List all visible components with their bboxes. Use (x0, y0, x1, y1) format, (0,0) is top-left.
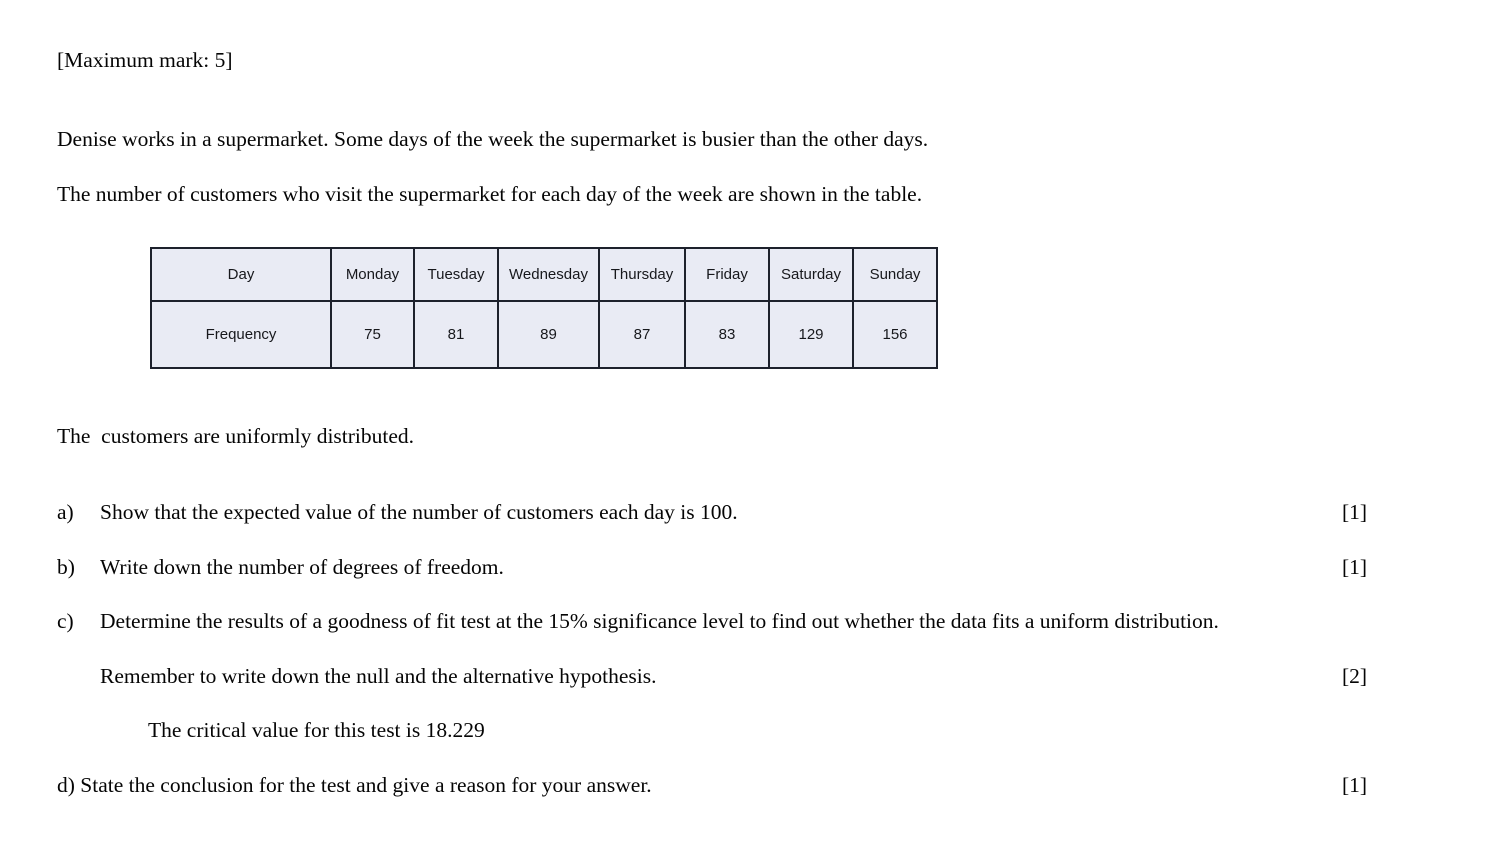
table-row-frequency (151, 301, 937, 368)
question-c-text: Determine the results of a goodness of fit test at the 15% significance level to find out whether the data fits a uniform distribution. (100, 609, 1219, 633)
question-c-continuation: Remember to write down the null and the alternative hypothesis. (100, 664, 657, 688)
question-d-text: State the conclusion for the test and give a reason for your answer. (80, 773, 652, 797)
question-b-label: b) (57, 555, 75, 579)
question-a (57, 499, 738, 525)
frequency-cell-tuesday: 81 (414, 301, 498, 368)
intro-paragraph-1: Denise works in a supermarket. Some days of the week the supermarket is busier than the other days. (57, 127, 929, 151)
uniform-distribution-note: The customers are uniformly distributed. (57, 424, 415, 448)
question-c-label: c) (57, 609, 74, 633)
day-cell-thursday: Thursday (599, 248, 685, 301)
table-row-day (151, 248, 937, 301)
question-d (57, 772, 652, 798)
day-cell-monday: Monday (331, 248, 414, 301)
frequency-cell-monday: 75 (331, 301, 414, 368)
day-row-header: Day (151, 248, 331, 301)
frequency-cell-thursday: 87 (599, 301, 685, 368)
question-d-marks: [1] (1342, 773, 1368, 797)
frequency-table (150, 247, 938, 369)
day-cell-sunday: Sunday (853, 248, 937, 301)
day-cell-saturday: Saturday (769, 248, 853, 301)
question-a-text: Show that the expected value of the number of customers each day is 100. (100, 500, 738, 524)
frequency-cell-saturday: 129 (769, 301, 853, 368)
critical-value-note: The critical value for this test is 18.229 (148, 718, 485, 742)
frequency-row-header: Frequency (151, 301, 331, 368)
question-b (57, 554, 504, 580)
frequency-cell-sunday: 156 (853, 301, 937, 368)
question-a-marks: [1] (1342, 500, 1368, 524)
maximum-mark-heading: [Maximum mark: 5] (57, 48, 233, 72)
question-c (57, 608, 1219, 634)
frequency-cell-friday: 83 (685, 301, 769, 368)
question-d-label: d) (57, 773, 75, 797)
frequency-cell-wednesday: 89 (498, 301, 599, 368)
question-b-text: Write down the number of degrees of freedom. (100, 555, 504, 579)
question-a-label: a) (57, 500, 74, 524)
day-cell-wednesday: Wednesday (498, 248, 599, 301)
day-cell-friday: Friday (685, 248, 769, 301)
day-cell-tuesday: Tuesday (414, 248, 498, 301)
question-c-marks: [2] (1342, 664, 1368, 688)
intro-paragraph-2: The number of customers who visit the supermarket for each day of the week are shown in the table. (57, 182, 923, 206)
question-b-marks: [1] (1342, 555, 1368, 579)
